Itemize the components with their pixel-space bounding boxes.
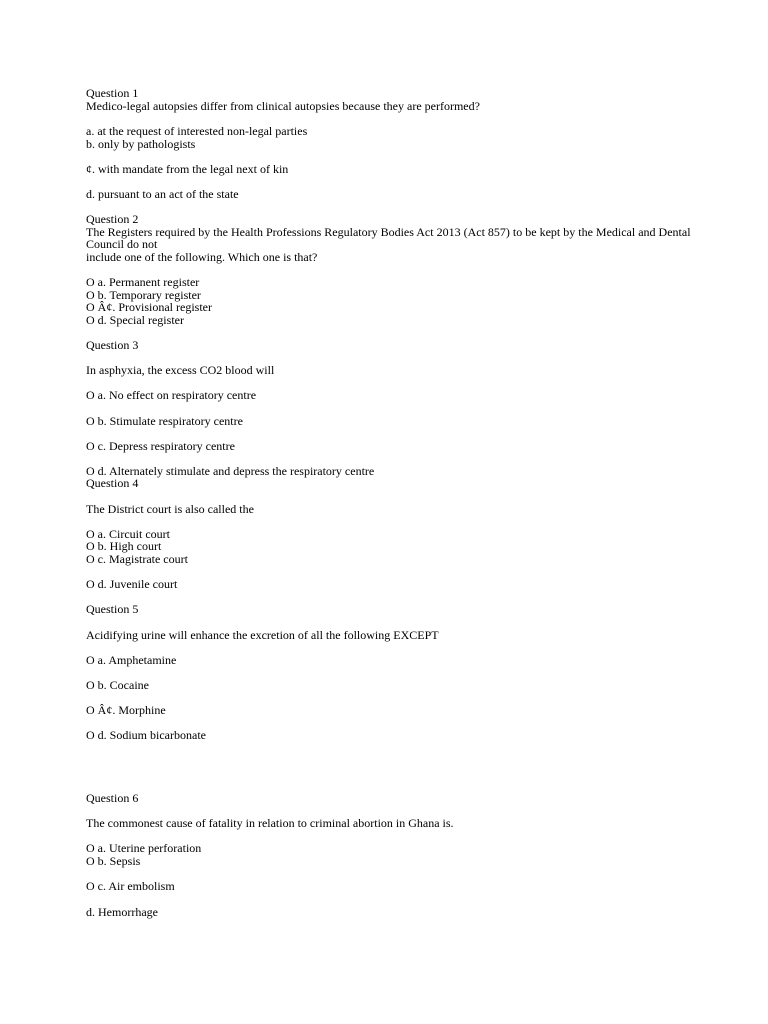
question-3-text: In asphyxia, the excess CO2 blood will <box>86 363 275 377</box>
question-6-option-a: O a. Uterine perforation <box>86 841 202 855</box>
question-4-option-d: O d. Juvenile court <box>86 577 178 591</box>
question-4-option-a: O a. Circuit court <box>86 527 170 541</box>
question-5-heading: Question 5 <box>86 602 139 616</box>
question-4-text: The District court is also called the <box>86 502 254 516</box>
question-1-heading: Question 1 <box>86 86 139 100</box>
question-4-heading: Question 4 <box>86 476 139 490</box>
question-2-option-d: O d. Special register <box>86 313 184 327</box>
question-2-text-line-2: Council do not <box>86 237 158 251</box>
question-1-text: Medico-legal autopsies differ from clinical autopsies because they are performed? <box>86 99 480 113</box>
question-6-text: The commonest cause of fatality in relation to criminal abortion in Ghana is. <box>86 816 454 830</box>
question-4-option-c: O c. Magistrate court <box>86 552 188 566</box>
question-3-option-d: O d. Alternately stimulate and depress the respiratory centre <box>86 464 375 478</box>
question-1-option-a: a. at the request of interested non-legal parties <box>86 124 308 138</box>
question-2-heading: Question 2 <box>86 212 139 226</box>
question-3-option-b: O b. Stimulate respiratory centre <box>86 414 243 428</box>
question-6-option-b: O b. Sepsis <box>86 854 141 868</box>
question-3-option-c: O c. Depress respiratory centre <box>86 439 235 453</box>
question-2-text-line-1: The Registers required by the Health Professions Regulatory Bodies Act 2013 (Act 857) to be kept by the Medical and Dental <box>86 225 691 239</box>
question-6-heading: Question 6 <box>86 791 139 805</box>
question-4-option-b: O b. High court <box>86 539 162 553</box>
question-5-text: Acidifying urine will enhance the excretion of all the following EXCEPT <box>86 628 439 642</box>
question-2-option-b: O b. Temporary register <box>86 288 201 302</box>
question-6-option-d: d. Hemorrhage <box>86 905 158 919</box>
question-5-option-c: O Â¢. Morphine <box>86 703 166 717</box>
question-6-option-c: O c. Air embolism <box>86 879 175 893</box>
question-1-option-c: ¢. with mandate from the legal next of kin <box>86 162 289 176</box>
question-1-option-b: b. only by pathologists <box>86 137 196 151</box>
question-2-option-a: O a. Permanent register <box>86 275 200 289</box>
question-5-option-a: O a. Amphetamine <box>86 653 177 667</box>
question-3-option-a: O a. No effect on respiratory centre <box>86 388 257 402</box>
question-5-option-b: O b. Cocaine <box>86 678 149 692</box>
question-2-text-line-3: include one of the following. Which one is that? <box>86 250 318 264</box>
question-1-option-d: d. pursuant to an act of the state <box>86 187 239 201</box>
question-3-heading: Question 3 <box>86 338 139 352</box>
question-2-option-c: O Â¢. Provisional register <box>86 300 212 314</box>
question-5-option-d: O d. Sodium bicarbonate <box>86 728 206 742</box>
